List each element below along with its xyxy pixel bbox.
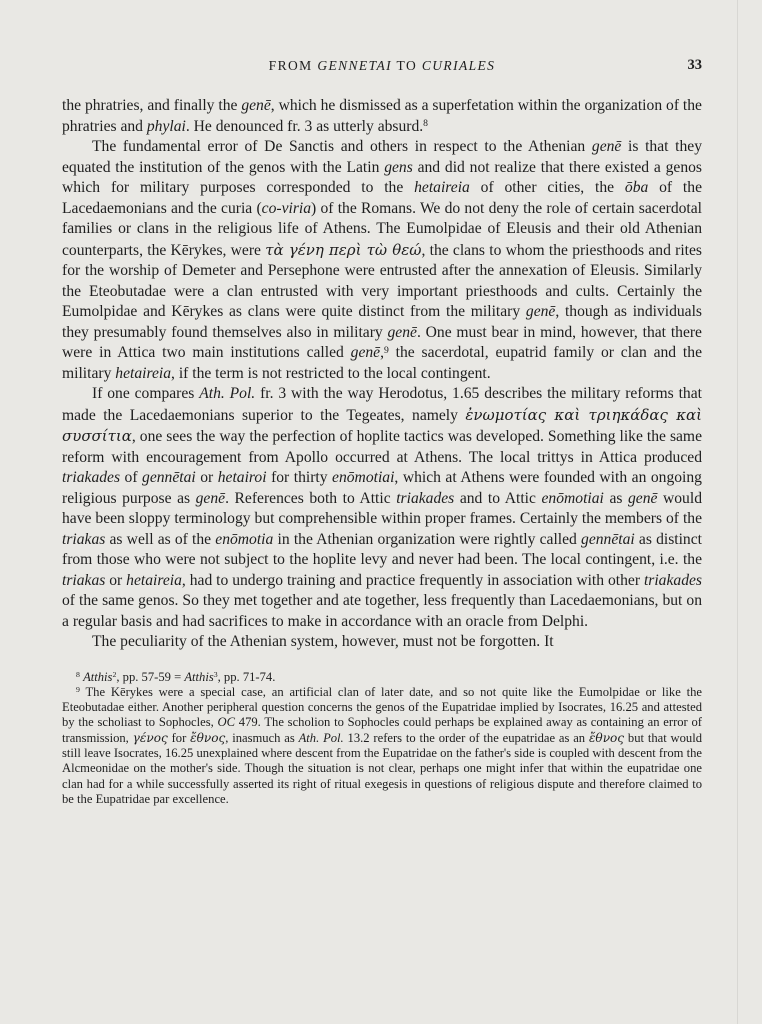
- text-segment: in the Athenian organization were rightly called: [273, 530, 582, 548]
- text-segment: phylai: [146, 117, 186, 135]
- superscript-reference: 2: [112, 670, 117, 679]
- text-segment: and to Attic: [454, 489, 542, 507]
- text-segment: . References both to Attic: [225, 489, 397, 507]
- text-segment: and did not realize that there existed a genos which for military purposes corresponded to the: [62, 158, 702, 196]
- text-segment: triakades: [62, 469, 121, 486]
- page-number: 33: [687, 57, 702, 73]
- text-segment: , if the term is not restricted to the local contingent.: [171, 364, 491, 382]
- superscript-reference: 3: [213, 670, 218, 679]
- text-segment: Ath. Pol.: [298, 730, 344, 745]
- text-segment: enōmotiai: [541, 489, 604, 507]
- text-segment: the sacerdotal, eupatrid family or clan and the military: [62, 344, 702, 382]
- text-segment: CURIALES: [421, 58, 496, 73]
- text-segment: hetaireia: [126, 571, 182, 589]
- running-header: [62, 58, 702, 80]
- text-segment: Atthis: [83, 669, 113, 684]
- text-segment: The fundamental error of De Sanctis and others in respect to the Athenian: [92, 138, 592, 155]
- text-segment: ,: [380, 344, 384, 361]
- text-segment: as: [603, 489, 628, 507]
- text-segment: of: [120, 469, 143, 486]
- text-segment: genē: [195, 489, 226, 507]
- text-segment: ἔθνος: [588, 730, 625, 745]
- text-segment: genē: [350, 344, 381, 361]
- text-segment: , the clans to whom the priesthoods and rites for the worship of Demeter and Persephone were entrusted after the annexation of Eleusis. Similarly the Eteobutadae were a clan entrusted with very important priesthoods and cults. Certainly the Eumolpidae and Kērykes as clans were quite distinct from the military: [62, 241, 702, 320]
- text-segment: of the same genos. So they met together and ate together, less frequently than Lacedaemonians, but on a regular basis and had sacrifices to make in accordance with an oracle from Delphi.: [62, 592, 702, 630]
- text-segment: GENNETAI: [317, 58, 393, 73]
- superscript-reference: 9: [76, 685, 80, 695]
- superscript-reference: 9: [383, 344, 389, 356]
- paragraph-continuation: [62, 96, 702, 137]
- text-segment: , pp. 57-59 =: [116, 669, 185, 684]
- footnote-8: [62, 670, 702, 685]
- text-segment: OC: [217, 715, 236, 730]
- text-segment: Atthis: [184, 669, 214, 684]
- text-segment: ) of the Romans. We do not deny the role of certain sacerdotal families or clans in the religious life of Athens. The Eumolpidae of Eleusis and their old Athenian counterparts, the Kērykes, were: [62, 199, 702, 259]
- text-segment: for thirty: [266, 469, 333, 486]
- body-text: [62, 96, 702, 653]
- text-segment: triakades: [396, 489, 455, 507]
- text-segment: triakas: [62, 530, 106, 548]
- text-segment: The Kērykes were a special case, an artificial clan of later date, and so not quite like the Eumolpidae or like the Eteobutadae either. Another peripheral question concerns the genos of the Eupatridae implied by Isocrates, 16.25 and attested by the scholiast to Sophocles,: [62, 684, 702, 730]
- text-segment: ōba: [624, 179, 649, 196]
- text-segment: triakades: [643, 571, 702, 589]
- text-segment: hetaireia: [115, 364, 172, 382]
- text-segment: genē: [525, 303, 556, 320]
- text-segment: 479. The scholion to Sophocles could perhaps be explained away as containing an error of transmission,: [62, 715, 702, 745]
- superscript-reference: 8: [76, 670, 80, 679]
- text-segment: triakas: [62, 571, 106, 589]
- text-segment: genē: [241, 97, 271, 114]
- text-segment: TO: [392, 58, 422, 73]
- paragraph-fundamental-error: [62, 137, 702, 384]
- scan-edge-artifact: [737, 0, 738, 1024]
- text-segment: . One must bear in mind, however, that there were in Attica two main institutions called: [62, 323, 702, 361]
- text-segment: FROM: [268, 58, 318, 73]
- text-segment: but that would still leave Isocrates, 16.25 unexplained where descent from the Eupatridae on the father's side is coupled with descent from the Alcmeonidae on the mother's side. Though the situation is not clear, perhaps one might infer that within the eupatridae one clan had for a while successfully asserted its right of ritual exegesis in questions of religious dispute and therefore claimed to be the Eupatridae par excellence.: [62, 730, 703, 806]
- text-segment: 13.2 refers to the order of the eupatridae as an: [343, 730, 589, 745]
- text-segment: genē: [591, 138, 622, 155]
- text-segment: , though as individuals they presumably found themselves also in military: [62, 303, 702, 341]
- text-block: [62, 58, 702, 807]
- text-segment: , had to undergo training and practice frequently in association with other: [181, 571, 644, 589]
- text-segment: hetairoi: [217, 469, 267, 486]
- text-segment: fr. 3 with the way Herodotus, 1.65 describes the military reforms that made the Lacedaemonians superior to the Tegeates, namely: [62, 385, 702, 424]
- text-segment: enōmotia: [215, 530, 274, 548]
- superscript-reference: 8: [423, 118, 428, 130]
- text-segment: gennētai: [581, 530, 635, 548]
- text-segment: as distinct from those who were not subject to the hoplite levy and never had been. The local contingent, i.e. the: [62, 530, 702, 568]
- text-segment: If one compares: [92, 385, 200, 402]
- paragraph-comparison-herodotus: [62, 384, 702, 632]
- text-segment: would have been sloppy terminology but comprehensible within proper frames. Certainly the members of the: [62, 489, 702, 527]
- text-segment: ἔθνος: [190, 730, 226, 745]
- text-segment: genē: [628, 489, 658, 507]
- footnote-9: [62, 685, 702, 807]
- text-segment: the phratries, and finally the: [62, 97, 242, 114]
- text-segment: ἐνωμοτίας καὶ τριηκάδας καὶ συσσίτια: [62, 405, 703, 445]
- text-segment: gennētai: [142, 469, 196, 486]
- text-segment: Ath. Pol.: [199, 385, 256, 402]
- text-segment: co-viria: [261, 199, 312, 217]
- text-segment: , which he dismissed as a superfetation within the organization of the phratries and: [62, 97, 702, 135]
- text-segment: or: [195, 469, 218, 486]
- text-segment: , one sees the way the perfection of hoplite tactics was developed. Something like the same reform with encouragement from Apollo occurred at Athens. The local trittys in Attica produced: [62, 428, 702, 466]
- text-segment: The peculiarity of the Athenian system, however, must not be forgotten. It: [92, 633, 554, 650]
- text-segment: of the Lacedaemonians and the curia (: [62, 179, 702, 217]
- page-header-title: [269, 58, 496, 73]
- text-segment: as well as of the: [105, 530, 216, 548]
- text-segment: of other cities, the: [469, 179, 625, 196]
- text-segment: gens: [384, 158, 413, 176]
- paragraph-peculiarity: [62, 632, 702, 653]
- text-segment: genē: [387, 323, 417, 341]
- text-segment: . He denounced fr. 3 as utterly absurd.: [185, 117, 424, 135]
- footnotes-section: [62, 670, 702, 808]
- text-segment: , pp. 71-74.: [217, 669, 276, 684]
- text-segment: enōmotiai: [332, 469, 395, 486]
- text-segment: or: [105, 571, 127, 589]
- text-segment: hetaireia: [414, 179, 470, 196]
- text-segment: is that they equated the institution of the genos with the Latin: [62, 138, 703, 176]
- text-segment: γένος: [132, 730, 168, 745]
- text-segment: , which at Athens were founded with an ongoing religious purpose as: [62, 469, 702, 507]
- text-segment: τὰ γένη περὶ τὼ θεώ: [265, 240, 422, 259]
- text-segment: for: [167, 730, 191, 745]
- text-segment: , inasmuch as: [225, 730, 299, 745]
